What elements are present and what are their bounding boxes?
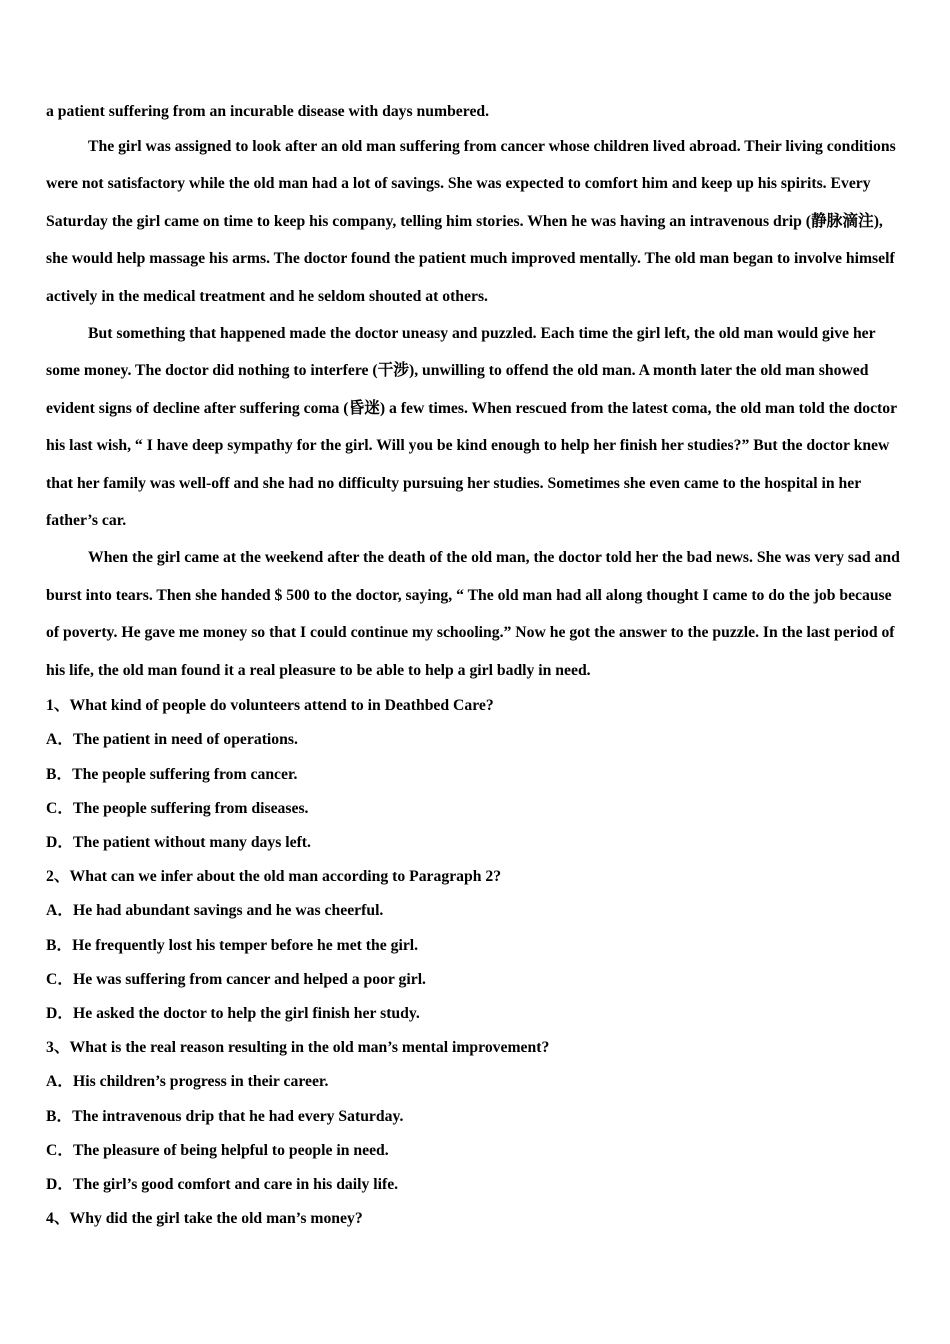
option-a: A．The patient in need of operations. <box>46 731 298 749</box>
question-text: 3、What is the real reason resulting in the old man’s mental improvement? <box>46 1039 550 1057</box>
option-a: A．His children’s progress in their career. <box>46 1073 329 1091</box>
question-3 <box>46 1031 908 1202</box>
option-d: D．He asked the doctor to help the girl finish her study. <box>46 1004 420 1022</box>
passage-paragraph-4: When the girl came at the weekend after the death of the old man, the doctor told her the bad news. She was very sad and burst into tears. Then she handed $ 500 to the doctor, saying, “ The old man had all along thought I came to do the job because of poverty. He gave me money so that I could continue my schooling.” Now he got the answer to the puzzle. In the last period of his life, the old man found it a real pleasure to be able to help a girl badly in need. <box>46 549 900 679</box>
passage-paragraph-2: The girl was assigned to look after an old man suffering from cancer whose children lived abroad. Their living conditions were not satisfactory while the old man had a lot of savings. She was expected to comfort him and keep up his spirits. Every Saturday the girl came on time to keep his company, telling him stories. When he was having an intravenous drip (静脉滴注), she would help massage his arms. The doctor found the patient much improved mentally. The old man began to involve himself actively in the medical treatment and he seldom shouted at others. <box>46 138 896 305</box>
option-a: A．He had abundant savings and he was cheerful. <box>46 902 384 920</box>
option-b: B．The intravenous drip that he had every Saturday. <box>46 1107 404 1125</box>
passage-paragraph-3: But something that happened made the doctor uneasy and puzzled. Each time the girl left, the old man would give her some money. The doctor did nothing to interfere (干涉), unwilling to offend the old man. A month later the old man showed evident signs of decline after suffering coma (昏迷) a few times. When rescued from the latest coma, the old man told the doctor his last wish, “ I have deep sympathy for the girl. Will you be kind enough to help her finish her studies?” But the doctor knew that her family was well-off and she had no difficulty pursuing her studies. Sometimes she even came to the hospital in her father’s car. <box>46 325 897 530</box>
question-2 <box>46 860 908 1031</box>
option-c: C．The people suffering from diseases. <box>46 799 309 817</box>
passage-continuation: a patient suffering from an incurable disease with days numbered. <box>46 103 490 120</box>
document-page <box>46 97 908 1236</box>
question-1 <box>46 689 908 860</box>
question-text: 4、Why did the girl take the old man’s money? <box>46 1210 363 1228</box>
option-b: B．The people suffering from cancer. <box>46 765 298 783</box>
option-c: C．The pleasure of being helpful to people in need. <box>46 1141 389 1159</box>
question-text: 1、What kind of people do volunteers attend to in Deathbed Care? <box>46 697 494 715</box>
question-text: 2、What can we infer about the old man according to Paragraph 2? <box>46 868 502 886</box>
question-4 <box>46 1202 908 1236</box>
option-c: C．He was suffering from cancer and helped a poor girl. <box>46 970 426 988</box>
option-d: D．The patient without many days left. <box>46 833 311 851</box>
option-d: D．The girl’s good comfort and care in his daily life. <box>46 1175 399 1193</box>
option-b: B．He frequently lost his temper before he met the girl. <box>46 936 419 954</box>
